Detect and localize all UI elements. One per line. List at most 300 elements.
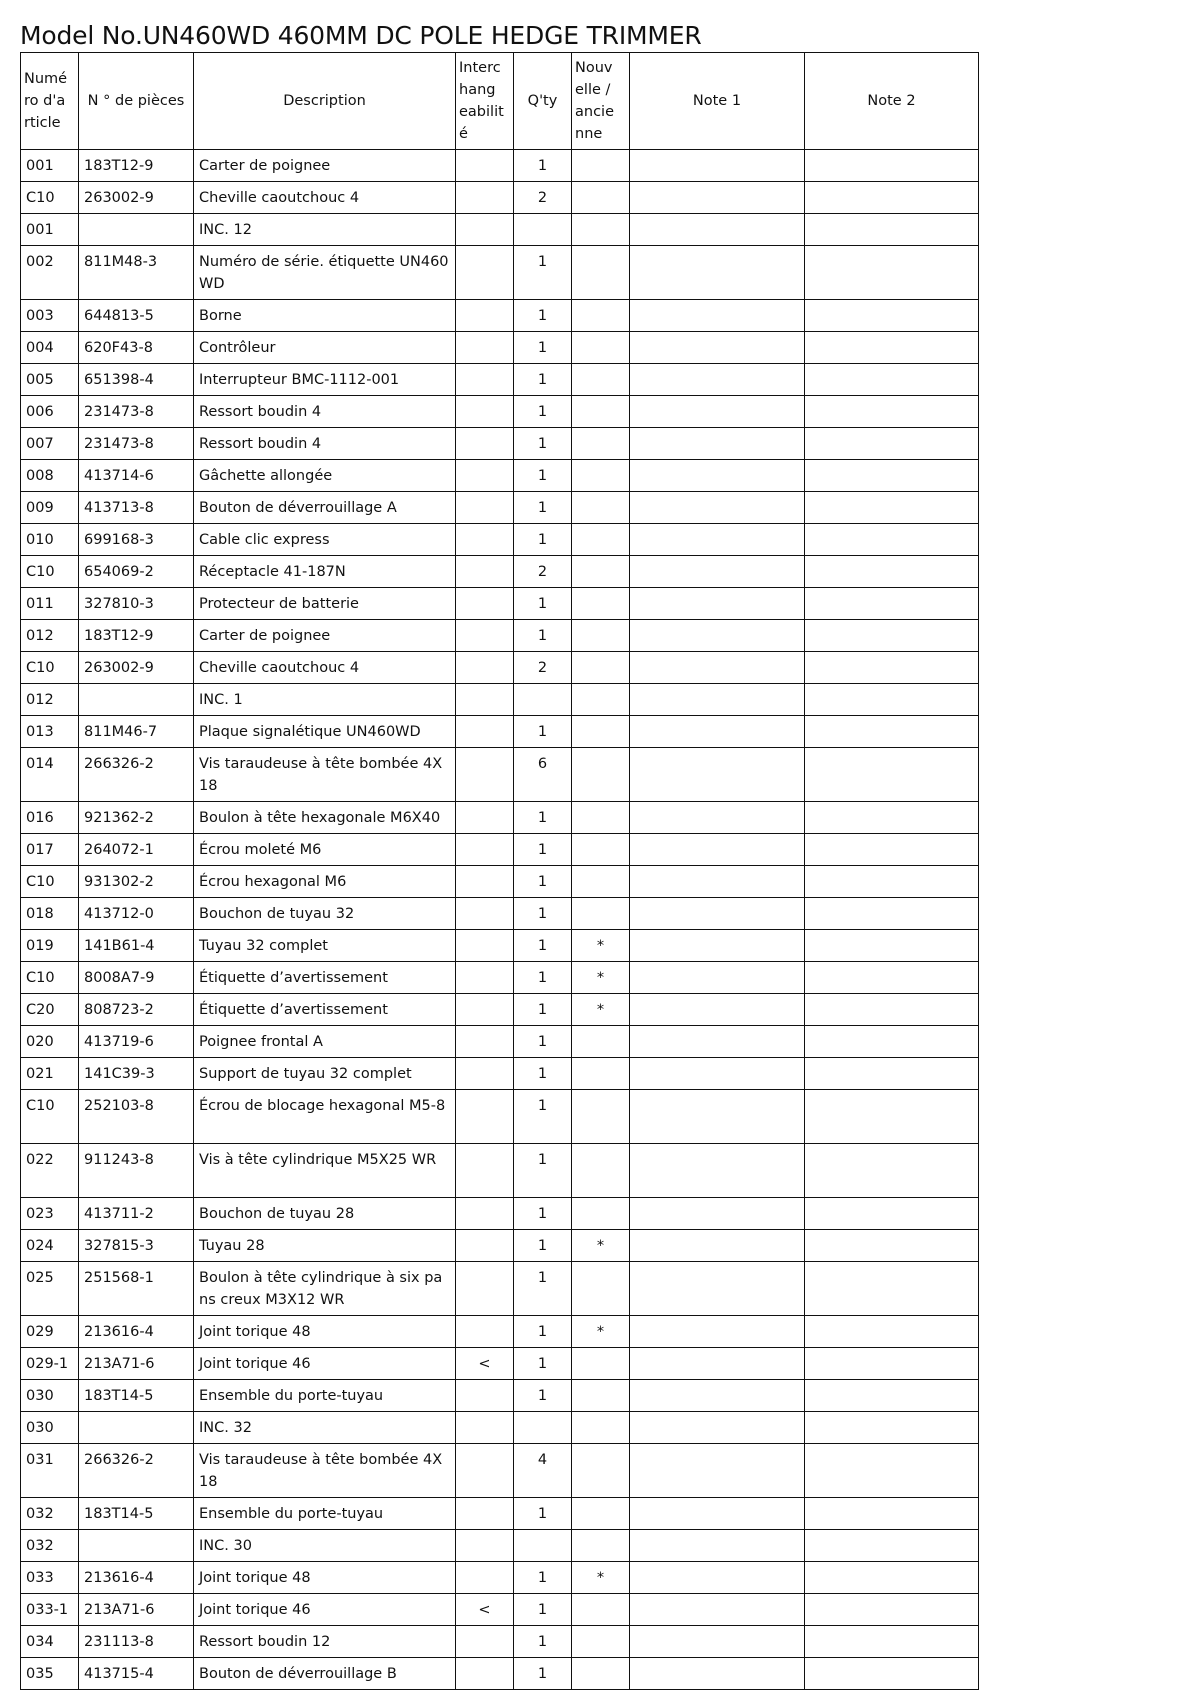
cell-interchangeability — [456, 1380, 514, 1412]
cell-part-no: 183T12-9 — [79, 150, 194, 182]
cell-item-no: C10 — [21, 182, 79, 214]
cell-qty: 1 — [514, 620, 572, 652]
cell-item-no: 022 — [21, 1144, 79, 1198]
cell-description: Gâchette allongée — [194, 460, 456, 492]
cell-qty: 1 — [514, 1348, 572, 1380]
table-row — [21, 994, 979, 1026]
cell-interchangeability — [456, 748, 514, 802]
cell-note-1 — [630, 588, 805, 620]
cell-qty: 1 — [514, 332, 572, 364]
cell-note-2 — [805, 1380, 979, 1412]
table-row — [21, 1412, 979, 1444]
cell-description: Cheville caoutchouc 4 — [194, 652, 456, 684]
cell-part-no: 141B61-4 — [79, 930, 194, 962]
table-row — [21, 332, 979, 364]
cell-new-old: * — [572, 1316, 630, 1348]
cell-part-no: 811M46-7 — [79, 716, 194, 748]
cell-note-2 — [805, 866, 979, 898]
cell-item-no: 001 — [21, 150, 79, 182]
cell-item-no: C20 — [21, 994, 79, 1026]
cell-qty: 1 — [514, 930, 572, 962]
cell-note-1 — [630, 962, 805, 994]
cell-note-2 — [805, 1026, 979, 1058]
cell-new-old — [572, 834, 630, 866]
cell-item-no: C10 — [21, 1090, 79, 1144]
cell-note-2 — [805, 246, 979, 300]
cell-part-no: 644813-5 — [79, 300, 194, 332]
table-row — [21, 1594, 979, 1626]
cell-note-1 — [630, 1198, 805, 1230]
cell-part-no: 263002-9 — [79, 182, 194, 214]
cell-description: Écrou moleté M6 — [194, 834, 456, 866]
cell-note-2 — [805, 716, 979, 748]
cell-qty: 1 — [514, 1058, 572, 1090]
cell-qty: 1 — [514, 364, 572, 396]
header-qty: Q'ty — [514, 53, 572, 150]
cell-description: Cable clic express — [194, 524, 456, 556]
cell-qty: 1 — [514, 834, 572, 866]
cell-note-1 — [630, 866, 805, 898]
table-row — [21, 620, 979, 652]
cell-interchangeability — [456, 492, 514, 524]
cell-description: Écrou de blocage hexagonal M5-8 — [194, 1090, 456, 1144]
cell-qty: 1 — [514, 1380, 572, 1412]
table-row — [21, 1058, 979, 1090]
cell-part-no: 699168-3 — [79, 524, 194, 556]
cell-item-no: 025 — [21, 1262, 79, 1316]
cell-interchangeability — [456, 684, 514, 716]
cell-interchangeability — [456, 332, 514, 364]
cell-part-no: 8008A7-9 — [79, 962, 194, 994]
cell-note-1 — [630, 1090, 805, 1144]
parts-table — [20, 52, 979, 1690]
cell-note-1 — [630, 332, 805, 364]
cell-qty: 1 — [514, 898, 572, 930]
table-row — [21, 1348, 979, 1380]
cell-item-no: 033 — [21, 1562, 79, 1594]
cell-new-old — [572, 1348, 630, 1380]
table-row — [21, 1026, 979, 1058]
cell-new-old — [572, 866, 630, 898]
cell-note-1 — [630, 396, 805, 428]
cell-part-no: 921362-2 — [79, 802, 194, 834]
cell-interchangeability — [456, 428, 514, 460]
cell-item-no: 032 — [21, 1498, 79, 1530]
cell-part-no: 141C39-3 — [79, 1058, 194, 1090]
cell-new-old — [572, 1498, 630, 1530]
cell-interchangeability — [456, 962, 514, 994]
cell-interchangeability — [456, 1198, 514, 1230]
cell-part-no: 327810-3 — [79, 588, 194, 620]
cell-new-old — [572, 332, 630, 364]
cell-qty: 1 — [514, 492, 572, 524]
table-row — [21, 1626, 979, 1658]
cell-qty: 1 — [514, 246, 572, 300]
table-row — [21, 214, 979, 246]
cell-part-no: 327815-3 — [79, 1230, 194, 1262]
cell-note-2 — [805, 1144, 979, 1198]
cell-new-old — [572, 364, 630, 396]
cell-note-1 — [630, 556, 805, 588]
cell-description: Joint torique 46 — [194, 1348, 456, 1380]
cell-interchangeability — [456, 620, 514, 652]
cell-description: Protecteur de batterie — [194, 588, 456, 620]
cell-part-no: 811M48-3 — [79, 246, 194, 300]
cell-description: Vis à tête cylindrique M5X25 WR — [194, 1144, 456, 1198]
cell-note-2 — [805, 460, 979, 492]
cell-new-old — [572, 1058, 630, 1090]
cell-interchangeability — [456, 214, 514, 246]
cell-qty: 6 — [514, 748, 572, 802]
cell-item-no: 007 — [21, 428, 79, 460]
cell-note-1 — [630, 1058, 805, 1090]
cell-description: Ensemble du porte-tuyau — [194, 1380, 456, 1412]
cell-note-2 — [805, 1316, 979, 1348]
cell-note-2 — [805, 1562, 979, 1594]
cell-interchangeability — [456, 834, 514, 866]
cell-note-2 — [805, 898, 979, 930]
cell-interchangeability — [456, 524, 514, 556]
cell-item-no: 004 — [21, 332, 79, 364]
header-interchangeability: Interc hang eabilit é — [456, 53, 514, 150]
cell-new-old — [572, 1198, 630, 1230]
cell-item-no: 023 — [21, 1198, 79, 1230]
cell-interchangeability — [456, 364, 514, 396]
cell-new-old — [572, 1380, 630, 1412]
cell-interchangeability — [456, 1444, 514, 1498]
cell-item-no: 001 — [21, 214, 79, 246]
cell-interchangeability — [456, 716, 514, 748]
cell-part-no: 620F43-8 — [79, 332, 194, 364]
cell-new-old: * — [572, 930, 630, 962]
cell-qty: 1 — [514, 716, 572, 748]
cell-qty: 1 — [514, 1658, 572, 1690]
table-row — [21, 1530, 979, 1562]
cell-note-1 — [630, 1626, 805, 1658]
cell-note-2 — [805, 150, 979, 182]
cell-new-old — [572, 492, 630, 524]
cell-qty: 1 — [514, 1498, 572, 1530]
cell-description: Tuyau 32 complet — [194, 930, 456, 962]
table-row — [21, 524, 979, 556]
cell-interchangeability — [456, 866, 514, 898]
cell-note-1 — [630, 1412, 805, 1444]
cell-part-no: 213A71-6 — [79, 1348, 194, 1380]
cell-note-2 — [805, 994, 979, 1026]
cell-note-1 — [630, 1230, 805, 1262]
table-row — [21, 1144, 979, 1198]
cell-description: Bouton de déverrouillage B — [194, 1658, 456, 1690]
cell-item-no: 003 — [21, 300, 79, 332]
cell-note-2 — [805, 556, 979, 588]
cell-new-old — [572, 1262, 630, 1316]
header-note-1: Note 1 — [630, 53, 805, 150]
cell-qty: 1 — [514, 1562, 572, 1594]
cell-interchangeability — [456, 930, 514, 962]
cell-qty — [514, 684, 572, 716]
cell-interchangeability — [456, 150, 514, 182]
cell-note-2 — [805, 396, 979, 428]
cell-new-old — [572, 652, 630, 684]
cell-item-no: 008 — [21, 460, 79, 492]
cell-note-1 — [630, 1562, 805, 1594]
table-body — [21, 150, 979, 1690]
cell-interchangeability — [456, 1026, 514, 1058]
cell-description: Joint torique 48 — [194, 1316, 456, 1348]
cell-description: Joint torique 46 — [194, 1594, 456, 1626]
cell-item-no: 018 — [21, 898, 79, 930]
cell-new-old — [572, 246, 630, 300]
cell-qty: 1 — [514, 460, 572, 492]
cell-item-no: 013 — [21, 716, 79, 748]
cell-note-1 — [630, 652, 805, 684]
cell-note-2 — [805, 428, 979, 460]
header-description: Description — [194, 53, 456, 150]
cell-note-1 — [630, 802, 805, 834]
cell-part-no: 654069-2 — [79, 556, 194, 588]
cell-part-no: 266326-2 — [79, 1444, 194, 1498]
cell-description: Carter de poignee — [194, 620, 456, 652]
cell-note-2 — [805, 652, 979, 684]
table-row — [21, 1498, 979, 1530]
cell-item-no: 009 — [21, 492, 79, 524]
cell-new-old — [572, 1412, 630, 1444]
table-row — [21, 684, 979, 716]
cell-description: Étiquette d’avertissement — [194, 962, 456, 994]
table-row — [21, 396, 979, 428]
cell-interchangeability — [456, 1626, 514, 1658]
cell-description: INC. 12 — [194, 214, 456, 246]
cell-note-1 — [630, 748, 805, 802]
cell-note-2 — [805, 1658, 979, 1690]
cell-item-no: 021 — [21, 1058, 79, 1090]
cell-qty: 1 — [514, 962, 572, 994]
cell-part-no: 183T14-5 — [79, 1380, 194, 1412]
cell-note-2 — [805, 1626, 979, 1658]
cell-description: Bouton de déverrouillage A — [194, 492, 456, 524]
cell-qty: 1 — [514, 1262, 572, 1316]
table-header-row — [21, 53, 979, 150]
cell-interchangeability — [456, 802, 514, 834]
cell-interchangeability — [456, 1658, 514, 1690]
header-new-old: Nouv elle / ancie nne — [572, 53, 630, 150]
cell-new-old — [572, 620, 630, 652]
cell-part-no: 213616-4 — [79, 1562, 194, 1594]
cell-note-1 — [630, 1348, 805, 1380]
cell-interchangeability — [456, 460, 514, 492]
cell-part-no: 651398-4 — [79, 364, 194, 396]
table-row — [21, 748, 979, 802]
cell-part-no: 808723-2 — [79, 994, 194, 1026]
cell-interchangeability — [456, 1230, 514, 1262]
cell-qty: 1 — [514, 1090, 572, 1144]
table-row — [21, 1380, 979, 1412]
table-row — [21, 652, 979, 684]
cell-part-no: 931302-2 — [79, 866, 194, 898]
table-row — [21, 802, 979, 834]
cell-item-no: C10 — [21, 652, 79, 684]
cell-description: Numéro de série. étiquette UN460WD — [194, 246, 456, 300]
cell-note-2 — [805, 182, 979, 214]
cell-description: Vis taraudeuse à tête bombée 4X18 — [194, 748, 456, 802]
cell-interchangeability — [456, 1144, 514, 1198]
cell-description: Ressort boudin 4 — [194, 396, 456, 428]
table-row — [21, 1562, 979, 1594]
cell-item-no: 031 — [21, 1444, 79, 1498]
cell-note-2 — [805, 1090, 979, 1144]
cell-part-no: 252103-8 — [79, 1090, 194, 1144]
cell-note-2 — [805, 588, 979, 620]
cell-qty: 1 — [514, 524, 572, 556]
table-row — [21, 492, 979, 524]
cell-interchangeability — [456, 652, 514, 684]
cell-note-1 — [630, 1144, 805, 1198]
cell-new-old — [572, 182, 630, 214]
cell-description: Bouchon de tuyau 32 — [194, 898, 456, 930]
cell-item-no: 010 — [21, 524, 79, 556]
cell-new-old — [572, 716, 630, 748]
cell-part-no: 231113-8 — [79, 1626, 194, 1658]
cell-part-no: 266326-2 — [79, 748, 194, 802]
cell-item-no: 005 — [21, 364, 79, 396]
cell-item-no: 011 — [21, 588, 79, 620]
cell-new-old — [572, 524, 630, 556]
cell-note-1 — [630, 1658, 805, 1690]
cell-description: Contrôleur — [194, 332, 456, 364]
cell-new-old — [572, 1144, 630, 1198]
table-row — [21, 428, 979, 460]
cell-qty: 1 — [514, 1626, 572, 1658]
cell-part-no — [79, 214, 194, 246]
cell-new-old — [572, 460, 630, 492]
cell-new-old — [572, 588, 630, 620]
table-row — [21, 716, 979, 748]
cell-note-1 — [630, 524, 805, 556]
cell-note-2 — [805, 930, 979, 962]
cell-description: INC. 1 — [194, 684, 456, 716]
cell-description: Plaque signalétique UN460WD — [194, 716, 456, 748]
cell-item-no: 017 — [21, 834, 79, 866]
header-note-2: Note 2 — [805, 53, 979, 150]
cell-description: Écrou hexagonal M6 — [194, 866, 456, 898]
table-row — [21, 1444, 979, 1498]
table-row — [21, 930, 979, 962]
cell-new-old — [572, 214, 630, 246]
cell-description: INC. 30 — [194, 1530, 456, 1562]
cell-part-no: 183T12-9 — [79, 620, 194, 652]
cell-interchangeability: < — [456, 1594, 514, 1626]
cell-interchangeability — [456, 556, 514, 588]
cell-interchangeability — [456, 300, 514, 332]
cell-item-no: 032 — [21, 1530, 79, 1562]
cell-note-2 — [805, 1348, 979, 1380]
cell-description: Borne — [194, 300, 456, 332]
header-part-no: N ° de pièces — [79, 53, 194, 150]
cell-new-old — [572, 748, 630, 802]
cell-interchangeability — [456, 1530, 514, 1562]
cell-note-1 — [630, 182, 805, 214]
cell-description: Ressort boudin 12 — [194, 1626, 456, 1658]
cell-item-no: C10 — [21, 556, 79, 588]
cell-item-no: 006 — [21, 396, 79, 428]
cell-part-no: 213616-4 — [79, 1316, 194, 1348]
cell-note-2 — [805, 214, 979, 246]
cell-note-2 — [805, 1498, 979, 1530]
cell-qty: 2 — [514, 556, 572, 588]
cell-qty: 1 — [514, 396, 572, 428]
cell-item-no: 035 — [21, 1658, 79, 1690]
cell-new-old — [572, 1626, 630, 1658]
cell-part-no: 264072-1 — [79, 834, 194, 866]
cell-interchangeability — [456, 1262, 514, 1316]
cell-part-no: 251568-1 — [79, 1262, 194, 1316]
cell-new-old — [572, 1530, 630, 1562]
cell-item-no: 020 — [21, 1026, 79, 1058]
cell-part-no — [79, 1530, 194, 1562]
cell-item-no: 029-1 — [21, 1348, 79, 1380]
cell-new-old — [572, 556, 630, 588]
cell-note-1 — [630, 428, 805, 460]
cell-note-2 — [805, 364, 979, 396]
table-row — [21, 1262, 979, 1316]
cell-note-1 — [630, 898, 805, 930]
cell-new-old: * — [572, 1562, 630, 1594]
cell-note-1 — [630, 1498, 805, 1530]
cell-description: INC. 32 — [194, 1412, 456, 1444]
cell-note-1 — [630, 1026, 805, 1058]
cell-description: Étiquette d’avertissement — [194, 994, 456, 1026]
cell-new-old: * — [572, 1230, 630, 1262]
cell-description: Ressort boudin 4 — [194, 428, 456, 460]
cell-new-old — [572, 684, 630, 716]
cell-note-2 — [805, 1230, 979, 1262]
cell-note-1 — [630, 1594, 805, 1626]
cell-part-no — [79, 1412, 194, 1444]
cell-note-1 — [630, 492, 805, 524]
table-row — [21, 1316, 979, 1348]
table-row — [21, 866, 979, 898]
cell-note-2 — [805, 1444, 979, 1498]
cell-qty: 1 — [514, 1316, 572, 1348]
cell-note-1 — [630, 246, 805, 300]
cell-description: Interrupteur BMC-1112-001 — [194, 364, 456, 396]
cell-interchangeability — [456, 1316, 514, 1348]
cell-part-no: 413714-6 — [79, 460, 194, 492]
cell-note-1 — [630, 834, 805, 866]
cell-note-1 — [630, 364, 805, 396]
cell-interchangeability — [456, 182, 514, 214]
cell-item-no: 033-1 — [21, 1594, 79, 1626]
cell-interchangeability — [456, 1090, 514, 1144]
cell-note-1 — [630, 1444, 805, 1498]
cell-description: Support de tuyau 32 complet — [194, 1058, 456, 1090]
cell-description: Boulon à tête cylindrique à six pans creux M3X12 WR — [194, 1262, 456, 1316]
table-row — [21, 150, 979, 182]
cell-qty: 1 — [514, 802, 572, 834]
cell-new-old: * — [572, 962, 630, 994]
cell-item-no: C10 — [21, 866, 79, 898]
cell-note-2 — [805, 524, 979, 556]
cell-note-1 — [630, 930, 805, 962]
cell-item-no: C10 — [21, 962, 79, 994]
cell-note-1 — [630, 460, 805, 492]
cell-item-no: 030 — [21, 1380, 79, 1412]
cell-note-2 — [805, 1198, 979, 1230]
cell-qty: 2 — [514, 182, 572, 214]
cell-part-no: 413715-4 — [79, 1658, 194, 1690]
cell-interchangeability — [456, 396, 514, 428]
table-row — [21, 300, 979, 332]
